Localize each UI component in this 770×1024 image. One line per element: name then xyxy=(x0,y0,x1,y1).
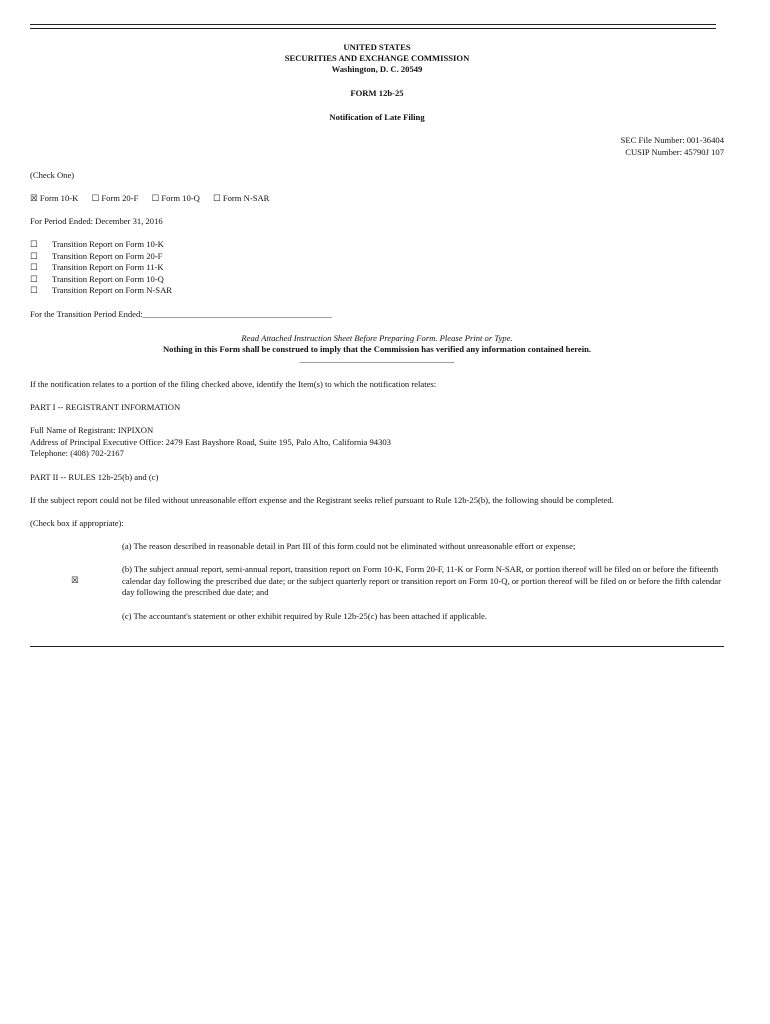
checkbox-icon: ☐ xyxy=(30,263,38,274)
option-form-10k[interactable] xyxy=(30,193,78,203)
checkbox-icon: ☐ xyxy=(30,274,38,285)
checkbox-icon: ☐ xyxy=(30,251,38,262)
checkbox-icon: ☐ xyxy=(91,194,100,204)
transition-report-label: Transition Report on Form 10-K xyxy=(52,239,164,249)
separator-line: ____________________________________ xyxy=(299,354,455,364)
transition-report-label: Transition Report on Form 11-K xyxy=(52,262,164,273)
registrant-telephone: Telephone: (408) 702-2167 xyxy=(30,448,124,458)
item-b-checkbox-checked-icon[interactable]: ☒ xyxy=(71,576,79,586)
transition-report-10q[interactable] xyxy=(30,274,172,286)
checkbox-icon: ☐ xyxy=(151,194,160,204)
part2-intro: If the subject report could not be filed without unreasonable effort expense and the Registrant seeks relief pursuant to Rule 12b-25(b), the following should be completed. xyxy=(30,495,614,505)
option-label: Form 10-K xyxy=(39,193,79,203)
option-label: Form 10-Q xyxy=(161,193,200,203)
registrant-address: Address of Principal Executive Office: 2479 East Bayshore Road, Suite 195, Palo Alto, California 94303 xyxy=(30,437,391,447)
instruction-line: Read Attached Instruction Sheet Before Preparing Form. Please Print or Type. xyxy=(241,333,513,343)
transition-report-list xyxy=(30,239,172,297)
option-form-20f[interactable] xyxy=(91,193,138,203)
check-box-label: (Check box if appropriate): xyxy=(30,518,124,528)
option-label: Form N-SAR xyxy=(222,193,270,203)
option-form-10q[interactable] xyxy=(152,193,200,203)
transition-report-label: Transition Report on Form N-SAR xyxy=(52,285,173,296)
rule-item-b: (b) The subject annual report, semi-annual report, transition report on Form 10-K, Form 20-F, 11-K or Form N-SAR, or portion thereof will be filed on or before the fifteenth calendar day following the prescribed due date; or the subject quarterly report or transition report on Form 10-Q, or portion thereof will be filed on or before the fifth calendar day following the prescribed due date; and xyxy=(122,564,721,598)
transition-report-20f[interactable] xyxy=(30,251,172,263)
country-heading: UNITED STATES xyxy=(343,42,411,52)
check-one-label: (Check One) xyxy=(30,170,75,180)
form-subtitle: Notification of Late Filing xyxy=(329,112,425,122)
checkbox-checked-icon: ☒ xyxy=(30,194,38,204)
form-type-options xyxy=(30,193,280,206)
registrant-name: Full Name of Registrant: INPIXON xyxy=(30,425,154,435)
checkbox-icon: ☐ xyxy=(30,286,38,297)
period-ended: For Period Ended: December 31, 2016 xyxy=(30,216,163,226)
part1-heading: PART I -- REGISTRANT INFORMATION xyxy=(30,402,181,412)
checkbox-icon: ☐ xyxy=(212,194,221,204)
top-rule xyxy=(30,24,716,25)
agency-heading: SECURITIES AND EXCHANGE COMMISSION xyxy=(284,53,470,63)
notification-relates: If the notification relates to a portion of the filing checked above, identify the Item(s) to which the notification relates: xyxy=(30,379,437,389)
transition-report-11k[interactable] xyxy=(30,262,172,274)
form-title: FORM 12b-25 xyxy=(350,88,404,98)
top-rule-second xyxy=(30,28,716,29)
part2-heading: PART II -- RULES 12b-25(b) and (c) xyxy=(30,472,159,482)
disclaimer-line: Nothing in this Form shall be construed to imply that the Commission has verified any information contained herein. xyxy=(162,344,592,354)
transition-report-nsar[interactable] xyxy=(30,285,172,297)
city-heading: Washington, D. C. 20549 xyxy=(331,64,423,74)
checkbox-icon: ☐ xyxy=(30,240,38,250)
transition-period-ended: For the Transition Period Ended:____________________________________________ xyxy=(30,309,332,319)
option-form-nsar[interactable] xyxy=(213,193,269,203)
option-label: Form 20-F xyxy=(101,193,139,203)
transition-report-10k[interactable] xyxy=(30,239,172,251)
rule-item-a: (a) The reason described in reasonable detail in Part III of this form could not be eliminated without unreasonable effort or expense; xyxy=(122,541,576,551)
bottom-rule xyxy=(30,646,724,647)
rule-item-c: (c) The accountant's statement or other exhibit required by Rule 12b-25(c) has been attached if applicable. xyxy=(122,611,488,621)
transition-report-label: Transition Report on Form 20-F xyxy=(52,250,163,261)
transition-report-label: Transition Report on Form 10-Q xyxy=(52,273,164,284)
sec-file-number: SEC File Number: 001-36404 xyxy=(620,135,724,145)
cusip-number: CUSIP Number: 45790J 107 xyxy=(625,147,724,157)
